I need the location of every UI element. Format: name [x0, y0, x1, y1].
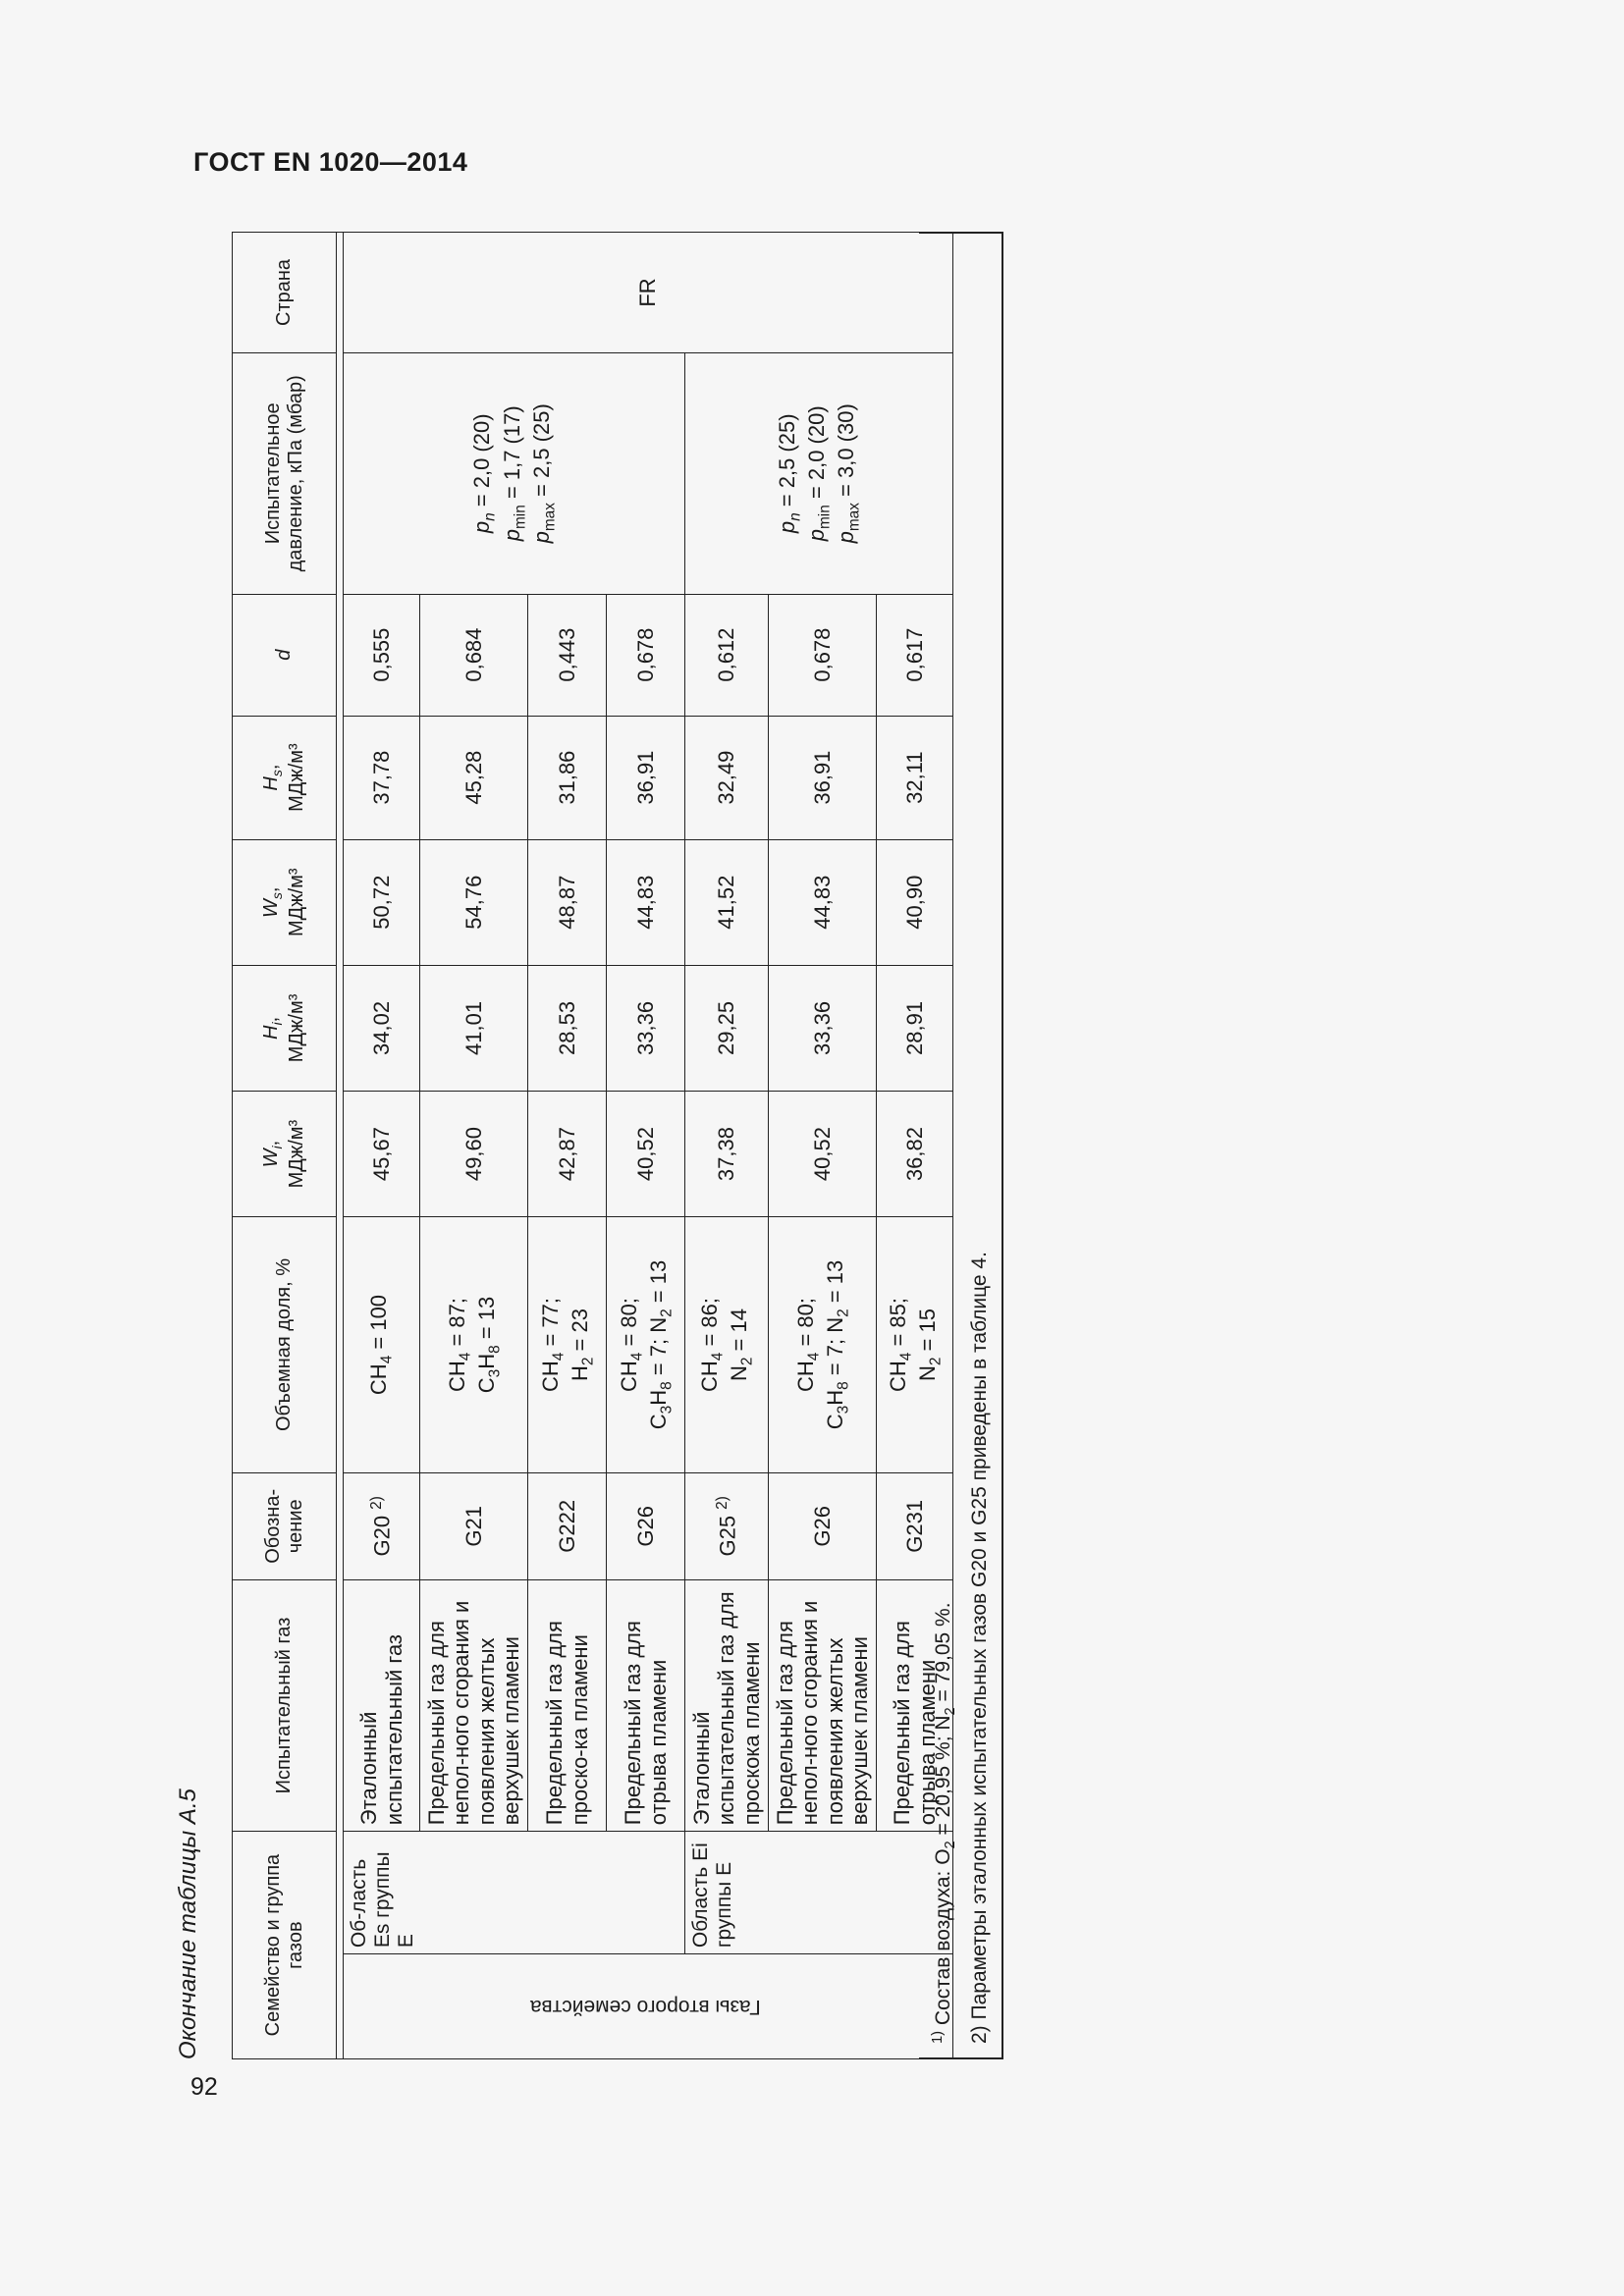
gas-name: Предельный газ для непол-ного сгорания и появления желтых верхушек пламени: [420, 1579, 528, 1831]
ws-value: 40,90: [877, 839, 953, 965]
gas-name: Предельный газ для проско-ка пламени: [528, 1579, 607, 1831]
header-wi: $W_i$, МДж/м³: [233, 1092, 337, 1217]
designation: G231: [877, 1472, 953, 1579]
volume-fraction: $CH_4 = 100$: [344, 1217, 420, 1473]
volume-fraction: $CH_4 = 86$; $N_2 = 14$: [685, 1217, 769, 1473]
d-value: 0,555: [344, 594, 420, 716]
gas-name: Предельный газ для отрыва пламени: [877, 1579, 953, 1831]
hs-value: 32,49: [685, 716, 769, 839]
designation: G26: [607, 1472, 685, 1579]
hs-value: 36,91: [607, 716, 685, 839]
country-value: FR: [344, 233, 953, 353]
designation: G21: [420, 1472, 528, 1579]
gas-table: [232, 232, 953, 2059]
footnote-1: $^{1)}$ Состав воздуха: $O_2 = 20,95$ %; $N_2 = 79,05$ %.: [930, 1602, 959, 2044]
document-title: ГОСТ EN 1020—2014: [193, 147, 468, 177]
table-row: [685, 233, 769, 2059]
hi-value: 33,36: [769, 965, 877, 1091]
designation: G20 $^{2)}$: [344, 1472, 420, 1579]
hs-value: 37,78: [344, 716, 420, 839]
wi-value: 40,52: [607, 1092, 685, 1217]
gas-name: Эталонный испытательный газ для проскока пламени: [685, 1579, 769, 1831]
ws-value: 41,52: [685, 839, 769, 965]
hi-value: 41,01: [420, 965, 528, 1091]
hi-value: 34,02: [344, 965, 420, 1091]
volume-fraction: $CH_4 = 87$; $C_3H_8 = 13$: [420, 1217, 528, 1473]
wi-value: 49,60: [420, 1092, 528, 1217]
header-pressure: Испытательное давление, кПа (мбар): [233, 352, 337, 594]
d-value: 0,678: [607, 594, 685, 716]
hs-value: 36,91: [769, 716, 877, 839]
designation: G26: [769, 1472, 877, 1579]
gas-name: Эталонный испытательный газ: [344, 1579, 420, 1831]
pressure-es: $p_n = 2,0$ (20) $p_{min} = 1,7$ (17) $p_{max} = 2,5$ (25): [344, 352, 685, 594]
wi-value: 37,38: [685, 1092, 769, 1217]
header-family: Семейство и группа газов: [233, 1832, 337, 2059]
pressure-ei: $p_n = 2,5$ (25) $p_{min} = 2,0$ (20) $p_{max} = 3,0$ (30): [685, 352, 953, 594]
d-value: 0,612: [685, 594, 769, 716]
d-value: 0,678: [769, 594, 877, 716]
ws-value: 48,87: [528, 839, 607, 965]
header-hs: $H_s$, МДж/м³: [233, 716, 337, 839]
gas-name: Предельный газ для непол-ного сгорания и появления желтых верхушек пламени: [769, 1579, 877, 1831]
volume-fraction: $CH_4 = 80$; $C_3H_8 = 7$; $N_2 = 13$: [769, 1217, 877, 1473]
hs-value: 32,11: [877, 716, 953, 839]
header-d: d: [233, 594, 337, 716]
ws-value: 44,83: [607, 839, 685, 965]
table-caption: Окончание таблицы А.5: [175, 1789, 201, 2059]
gas-name: Предельный газ для отрыва пламени: [607, 1579, 685, 1831]
header-hi: $H_i$, МДж/м³: [233, 965, 337, 1091]
hi-value: 28,53: [528, 965, 607, 1091]
header-ws: $W_s$, МДж/м³: [233, 839, 337, 965]
rotated-table-region: [175, 232, 1025, 2059]
d-value: 0,443: [528, 594, 607, 716]
volume-fraction: $CH_4 = 85$; $N_2 = 15$: [877, 1217, 953, 1473]
volume-fraction: $CH_4 = 80$; $C_3H_8 = 7$; $N_2 = 13$: [607, 1217, 685, 1473]
family-label-cell: Газы второго семейства: [344, 1954, 953, 2059]
header-volume: Объемная доля, %: [233, 1217, 337, 1473]
d-value: 0,684: [420, 594, 528, 716]
hi-value: 29,25: [685, 965, 769, 1091]
table-row: [344, 233, 420, 2059]
footnote-2: 2) Параметры эталонных испытательных газов G20 и G25 приведены в таблице 4.: [967, 1252, 991, 2044]
header-gas: Испытательный газ: [233, 1579, 337, 1831]
d-value: 0,617: [877, 594, 953, 716]
header-row: [233, 233, 337, 2059]
designation: G25 $^{2)}$: [685, 1472, 769, 1579]
hi-value: 33,36: [607, 965, 685, 1091]
group-name-ei: Область Ei группы Е: [685, 1832, 953, 1954]
footnotes: [919, 232, 1003, 2059]
volume-fraction: $CH_4 = 77$; $H_2 = 23$: [528, 1217, 607, 1473]
header-designation: Обозна-чение: [233, 1472, 337, 1579]
spacer-row: [337, 233, 344, 2059]
header-country: Страна: [233, 233, 337, 353]
wi-value: 45,67: [344, 1092, 420, 1217]
designation: G222: [528, 1472, 607, 1579]
wi-value: 42,87: [528, 1092, 607, 1217]
ws-value: 44,83: [769, 839, 877, 965]
page-number: 92: [190, 2073, 218, 2101]
wi-value: 40,52: [769, 1092, 877, 1217]
wi-value: 36,82: [877, 1092, 953, 1217]
hs-value: 31,86: [528, 716, 607, 839]
hi-value: 28,91: [877, 965, 953, 1091]
hs-value: 45,28: [420, 716, 528, 839]
group-name-es: Об-ласть Es группы Е: [344, 1832, 685, 1954]
ws-value: 54,76: [420, 839, 528, 965]
ws-value: 50,72: [344, 839, 420, 965]
